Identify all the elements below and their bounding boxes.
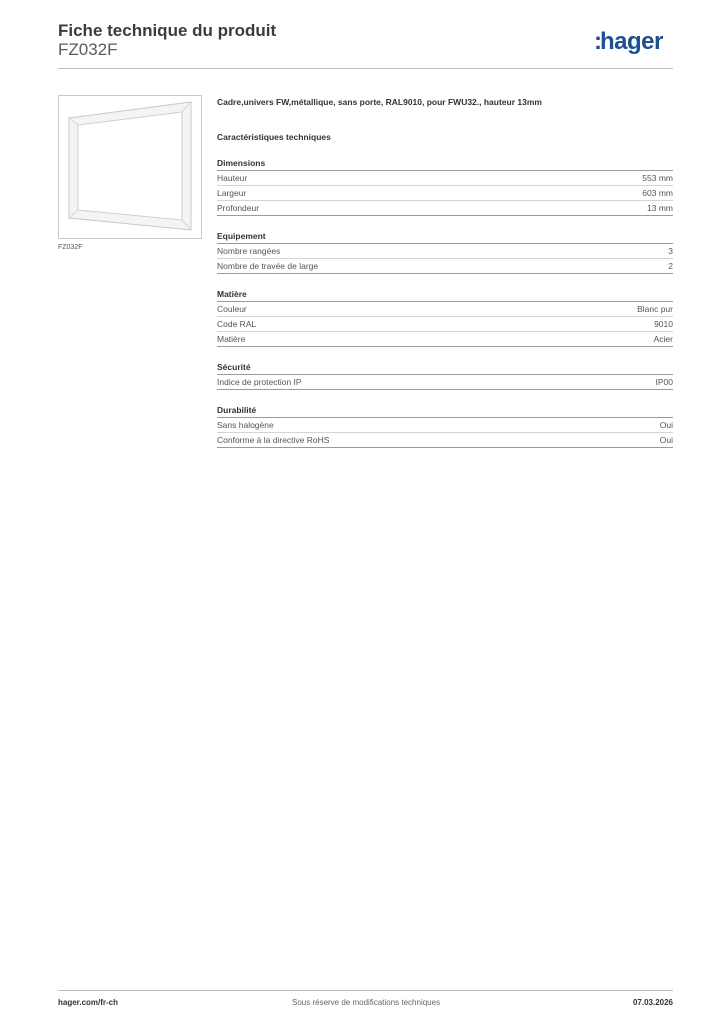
- section-title: Durabilité: [217, 404, 673, 418]
- spec-value: 9010: [654, 319, 673, 329]
- spec-label: Largeur: [217, 188, 247, 198]
- page-title: Fiche technique du produit: [58, 21, 277, 40]
- spec-label: Hauteur: [217, 173, 248, 183]
- footer-website-link[interactable]: hager.com/fr-ch: [58, 998, 119, 1007]
- spec-value: 603 mm: [642, 188, 673, 198]
- spec-row: [217, 186, 673, 201]
- spec-row: [217, 433, 673, 448]
- spec-row: [217, 244, 673, 259]
- spec-section: [217, 288, 673, 347]
- header-divider: [58, 68, 673, 69]
- spec-row: [217, 259, 673, 274]
- footer-date: 07.03.2026: [632, 998, 673, 1007]
- spec-row: [217, 201, 673, 216]
- product-image: [58, 95, 202, 239]
- spec-label: Conforme à la directive RoHS: [217, 435, 330, 445]
- spec-label: Matière: [217, 334, 246, 344]
- spec-row: [217, 317, 673, 332]
- spec-label: Sans halogène: [217, 420, 274, 430]
- spec-value: Blanc pur: [637, 304, 673, 314]
- product-description: Cadre,univers FW,métallique, sans porte, RAL9010, pour FWU32., hauteur 13mm: [217, 97, 542, 107]
- spec-value: Oui: [659, 420, 673, 430]
- logo-prefix: :: [594, 28, 600, 55]
- logo-text: hager: [600, 28, 663, 55]
- product-reference: FZ032F: [58, 40, 118, 59]
- specs-heading: Caractéristiques techniques: [217, 132, 331, 142]
- spec-label: Couleur: [217, 304, 247, 314]
- spec-value: 553 mm: [642, 173, 673, 183]
- spec-value: Acier: [653, 334, 673, 344]
- spec-section: [217, 230, 673, 274]
- spec-value: 2: [668, 261, 673, 271]
- spec-label: Code RAL: [217, 319, 257, 329]
- section-title: Matière: [217, 288, 673, 302]
- spec-label: Indice de protection IP: [217, 377, 302, 387]
- section-title: Equipement: [217, 230, 673, 244]
- spec-row: [217, 302, 673, 317]
- footer-notice: Sous réserve de modifications techniques: [292, 998, 441, 1007]
- spec-row: [217, 375, 673, 390]
- section-title: Dimensions: [217, 157, 673, 171]
- spec-value: 13 mm: [647, 203, 673, 213]
- hager-logo: [594, 28, 663, 56]
- spec-row: [217, 332, 673, 347]
- spec-label: Profondeur: [217, 203, 260, 213]
- spec-value: 3: [668, 246, 673, 256]
- spec-value: IP00: [655, 377, 673, 387]
- product-image-caption: FZ032F: [58, 244, 83, 251]
- spec-label: Nombre de travée de large: [217, 261, 319, 271]
- spec-sections: [217, 157, 673, 448]
- frame-product-icon: [59, 96, 201, 238]
- spec-value: Oui: [659, 435, 673, 445]
- spec-label: Nombre rangées: [217, 246, 281, 256]
- spec-row: [217, 171, 673, 186]
- spec-section: [217, 157, 673, 216]
- section-title: Sécurité: [217, 361, 673, 375]
- spec-row: [217, 418, 673, 433]
- spec-section: [217, 404, 673, 448]
- spec-section: [217, 361, 673, 390]
- product-details: [217, 96, 673, 448]
- footer-divider: [58, 990, 673, 991]
